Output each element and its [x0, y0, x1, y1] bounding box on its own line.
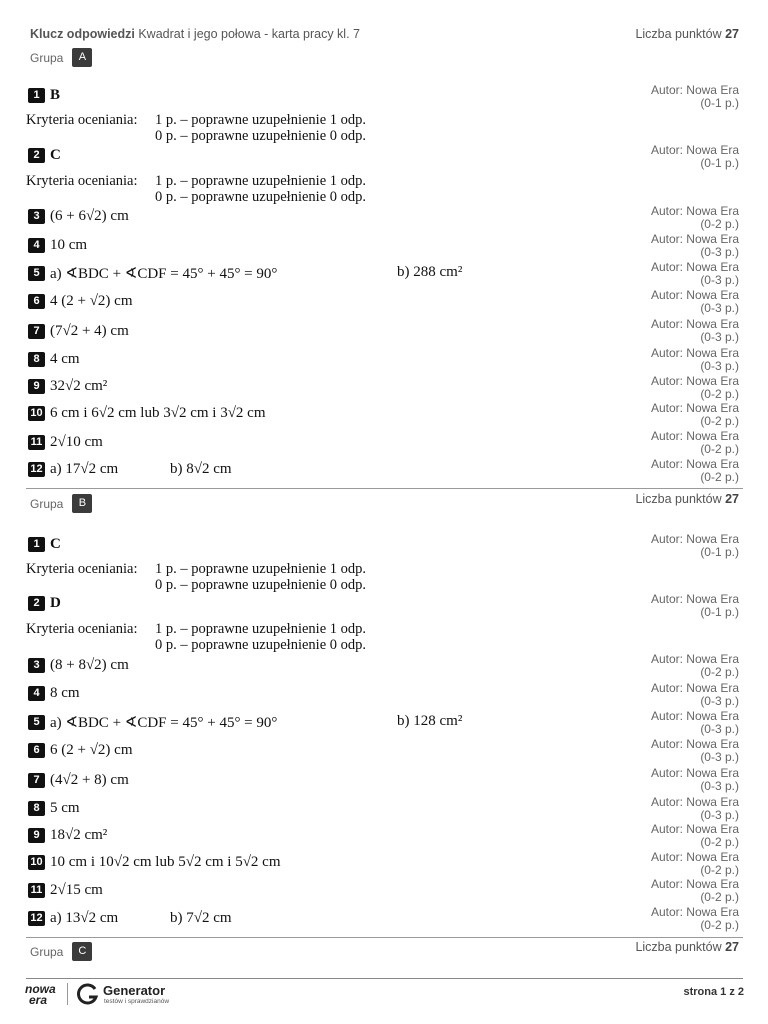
task-answer: (8 + 8√2) cm	[50, 657, 129, 673]
criteria-a-2: Kryteria oceniania: 1 p. – poprawne uzupełnienie 1 odp. 0 p. – poprawne uzupełnienie 0 odp.	[26, 173, 367, 205]
task-a-2	[28, 147, 61, 164]
task-b-12-part-b	[170, 910, 232, 927]
task-number: 8	[28, 801, 45, 816]
task-answer: a) ∢BDC + ∢CDF = 45° + 45° = 90°	[50, 266, 278, 282]
group-b-badge: B	[72, 494, 92, 513]
group-b-label: Grupa B	[30, 494, 92, 513]
task-a-8	[28, 351, 80, 368]
task-answer: a) 17√2 cm	[50, 461, 119, 477]
task-b-7-author: Autor: Nowa Era (0-3 p.)	[650, 766, 739, 793]
task-a-7-author: Autor: Nowa Era (0-3 p.)	[650, 317, 739, 344]
footer-divider	[26, 978, 743, 979]
task-b-3-author: Autor: Nowa Era (0-2 p.)	[650, 652, 739, 679]
task-a-9-author: Autor: Nowa Era (0-2 p.)	[650, 374, 739, 401]
task-b-5-part-b	[397, 713, 462, 730]
task-answer: 8 cm	[50, 685, 80, 701]
task-answer: 4 (2 + √2) cm	[50, 293, 133, 309]
task-answer: C	[50, 147, 61, 163]
task-b-5	[28, 713, 277, 732]
task-answer: 6 (2 + √2) cm	[50, 742, 133, 758]
title-bold: Klucz odpowiedzi	[30, 27, 135, 41]
task-answer-b: b) 7√2 cm	[170, 910, 232, 926]
task-a-1	[28, 87, 60, 104]
task-b-5-author: Autor: Nowa Era (0-3 p.)	[650, 709, 739, 736]
document-title	[30, 27, 360, 41]
task-a-1-author: Autor: Nowa Era (0-1 p.)	[650, 83, 739, 110]
nowa-era-logo: nowa era	[25, 982, 56, 1007]
task-number: 12	[28, 911, 45, 926]
task-b-2-author: Autor: Nowa Era (0-1 p.)	[650, 592, 739, 619]
task-answer: C	[50, 536, 61, 552]
task-number: 3	[28, 658, 45, 673]
task-b-10	[28, 854, 281, 871]
task-b-8-author: Autor: Nowa Era (0-3 p.)	[650, 795, 739, 822]
task-b-3	[28, 657, 129, 674]
task-number: 7	[28, 324, 45, 339]
task-answer-b: b) 288 cm²	[397, 264, 463, 280]
task-number: 2	[28, 596, 45, 611]
criteria-b-1: Kryteria oceniania: 1 p. – poprawne uzupełnienie 1 odp. 0 p. – poprawne uzupełnienie 0 odp.	[26, 561, 367, 593]
task-a-12-part-b	[170, 461, 232, 478]
total-points: Liczba punktów 27	[635, 27, 739, 41]
task-b-6-author: Autor: Nowa Era (0-3 p.)	[650, 737, 739, 764]
task-a-5-author: Autor: Nowa Era (0-3 p.)	[650, 260, 739, 287]
task-b-9	[28, 827, 107, 844]
task-a-4	[28, 237, 87, 254]
task-b-9-author: Autor: Nowa Era (0-2 p.)	[650, 822, 739, 849]
task-number: 5	[28, 266, 45, 281]
task-a-5-part-b	[397, 264, 462, 281]
task-number: 1	[28, 88, 45, 103]
generator-logo-subtitle: testów i sprawdzianów	[104, 998, 170, 1005]
task-answer: 2√15 cm	[50, 882, 103, 898]
task-b-4	[28, 685, 80, 702]
task-b-7	[28, 772, 129, 789]
task-a-5	[28, 264, 277, 283]
task-answer: 5 cm	[50, 800, 80, 816]
task-number: 1	[28, 537, 45, 552]
task-number: 6	[28, 294, 45, 309]
group-divider	[26, 937, 743, 938]
task-number: 2	[28, 148, 45, 163]
task-number: 3	[28, 209, 45, 224]
task-a-4-author: Autor: Nowa Era (0-3 p.)	[650, 232, 739, 259]
task-b-11	[28, 882, 103, 899]
task-a-11-author: Autor: Nowa Era (0-2 p.)	[650, 429, 739, 456]
task-a-2-author: Autor: Nowa Era (0-1 p.)	[650, 143, 739, 170]
task-answer: 18√2 cm²	[50, 827, 108, 843]
title-rest: Kwadrat i jego połowa - karta pracy kl. 7	[138, 27, 360, 41]
task-a-12	[28, 461, 118, 478]
task-number: 9	[28, 828, 45, 843]
task-number: 8	[28, 352, 45, 367]
task-number: 4	[28, 238, 45, 253]
group-a-badge: A	[72, 48, 92, 67]
task-answer: 4 cm	[50, 351, 80, 367]
task-a-10-author: Autor: Nowa Era (0-2 p.)	[650, 401, 739, 428]
page-number: strona 1 z 2	[683, 986, 744, 998]
criteria-a-1: Kryteria oceniania: 1 p. – poprawne uzupełnienie 1 odp. 0 p. – poprawne uzupełnienie 0 odp.	[26, 112, 367, 144]
task-answer: (6 + 6√2) cm	[50, 208, 129, 224]
task-answer: B	[50, 87, 61, 103]
task-b-4-author: Autor: Nowa Era (0-3 p.)	[650, 681, 739, 708]
generator-g-icon	[77, 983, 99, 1005]
task-number: 11	[28, 883, 45, 898]
task-number: 9	[28, 379, 45, 394]
task-answer: 2√10 cm	[50, 434, 103, 450]
task-a-11	[28, 434, 103, 451]
logo-separator	[67, 983, 68, 1005]
task-answer: 10 cm i 10√2 cm lub 5√2 cm i 5√2 cm	[50, 854, 281, 870]
task-b-8	[28, 800, 80, 817]
task-a-7	[28, 323, 129, 340]
task-a-6	[28, 293, 133, 310]
task-number: 4	[28, 686, 45, 701]
task-answer-b: b) 128 cm²	[397, 713, 463, 729]
task-a-12-author: Autor: Nowa Era (0-2 p.)	[650, 457, 739, 484]
task-b-1-author: Autor: Nowa Era (0-1 p.)	[650, 532, 739, 559]
task-answer-b: b) 8√2 cm	[170, 461, 232, 477]
group-b-points: Liczba punktów 27	[635, 492, 739, 506]
task-b-6	[28, 742, 133, 759]
task-a-3-author: Autor: Nowa Era (0-2 p.)	[650, 204, 739, 231]
task-answer: 6 cm i 6√2 cm lub 3√2 cm i 3√2 cm	[50, 405, 266, 421]
task-a-6-author: Autor: Nowa Era (0-3 p.)	[650, 288, 739, 315]
task-b-10-author: Autor: Nowa Era (0-2 p.)	[650, 850, 739, 877]
task-number: 5	[28, 715, 45, 730]
task-answer: 10 cm	[50, 237, 88, 253]
group-divider	[26, 488, 743, 489]
task-number: 7	[28, 773, 45, 788]
task-b-12	[28, 910, 118, 927]
generator-logo-text: Generator	[103, 983, 166, 998]
group-a-label: Grupa A	[30, 48, 92, 67]
task-number: 10	[28, 406, 45, 421]
group-c-points: Liczba punktów 27	[635, 940, 739, 954]
task-b-12-author: Autor: Nowa Era (0-2 p.)	[650, 905, 739, 932]
task-number: 11	[28, 435, 45, 450]
task-a-10	[28, 405, 266, 422]
task-answer: D	[50, 595, 61, 611]
task-a-3	[28, 208, 129, 225]
task-a-9	[28, 378, 107, 395]
task-answer: (4√2 + 8) cm	[50, 772, 129, 788]
task-answer: (7√2 + 4) cm	[50, 323, 129, 339]
task-b-2	[28, 595, 61, 612]
task-number: 6	[28, 743, 45, 758]
task-a-8-author: Autor: Nowa Era (0-3 p.)	[650, 346, 739, 373]
group-c-label: Grupa C	[30, 942, 92, 961]
group-c-badge: C	[72, 942, 92, 961]
task-number: 10	[28, 855, 45, 870]
task-number: 12	[28, 462, 45, 477]
task-answer: a) 13√2 cm	[50, 910, 119, 926]
task-answer: 32√2 cm²	[50, 378, 108, 394]
criteria-b-2: Kryteria oceniania: 1 p. – poprawne uzupełnienie 1 odp. 0 p. – poprawne uzupełnienie 0 odp.	[26, 621, 367, 653]
task-b-1	[28, 536, 61, 553]
task-b-11-author: Autor: Nowa Era (0-2 p.)	[650, 877, 739, 904]
task-answer: a) ∢BDC + ∢CDF = 45° + 45° = 90°	[50, 715, 278, 731]
